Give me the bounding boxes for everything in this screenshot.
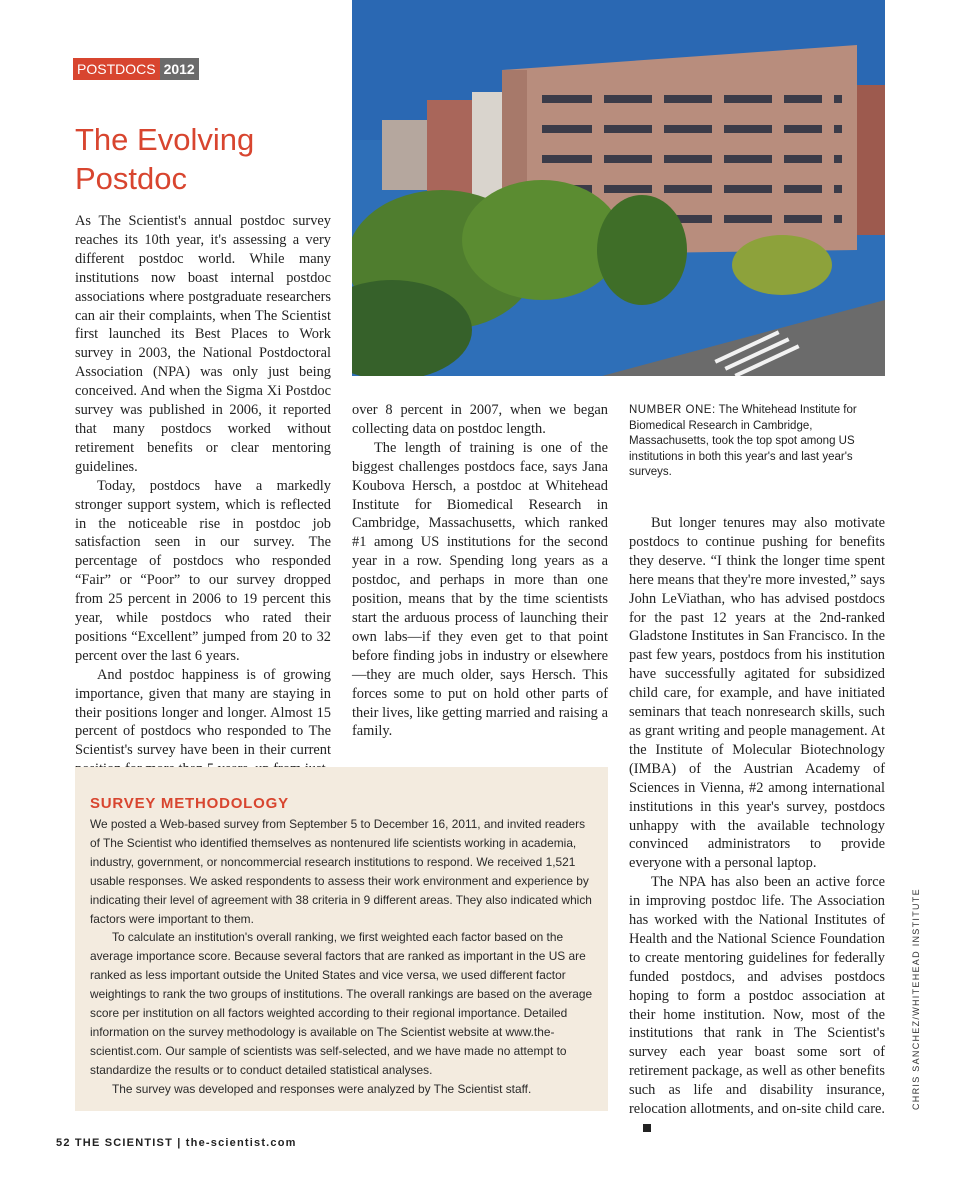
photo-caption <box>629 403 859 481</box>
methodology-body <box>90 815 595 1099</box>
methodology-title: SURVEY METHODOLOGY <box>90 795 289 812</box>
end-of-article-mark <box>643 1124 651 1132</box>
paragraph: But longer tenures may also motivate postdocs to continue pushing for benefits they deserve. “I think the longer time spent here means that they're more invested,” says John LeViathan, who has advised postdocs for the past 12 years at the 2nd-ranked Gladstone Institutes in San Francisco. In the past few years, postdocs from his institution have successfully agitated for subsidized child care, for example, and have initiated seminars that teach nonresearch skills, such as grant writing and people management. At the Institute of Molecular Biotechnology (IMBA) of the Austrian Academy of Sciences in Vienna, #2 among international institutions in this year's survey, postdocs unhappy with the available technology convinced administrators to provide everyone with a personal laptop. <box>629 515 885 872</box>
caption-text: The Whitehead Institute for Biomedical Research in Cambridge, Massachusetts, took the top spot among US institutions in both this year's and last year's surveys. <box>629 404 857 478</box>
section-tag <box>73 58 199 80</box>
survey-methodology-box <box>75 767 608 1111</box>
article-column-2 <box>352 401 608 741</box>
article-column-3 <box>629 514 885 1138</box>
caption-lead: NUMBER ONE: <box>629 404 716 416</box>
section-tag-year: 2012 <box>160 58 199 80</box>
page-footer: 52 THE SCIENTIST | the-scientist.com <box>56 1137 297 1149</box>
paragraph: To calculate an institution's overall ranking, we first weighted each factor based on the average importance score. Because several factors that are ranked as important in the US are ranked as less important outside the United States and vice versa, we used different factor weightings to rank the two groups of institutions. The overall rankings are based on the average score per institution on all factors weighted according to their regional importance. Detailed information on the survey methodology is available on The Scientist website at www.the-scientist.com. Our sample of scientists was self-selected, and we have made no attempt to standardize the results or to conduct detailed statistical analyses. <box>90 930 593 1077</box>
paragraph <box>629 873 885 1138</box>
paragraph-text: The NPA has also been an active force in improving postdoc life. The Association has worked with the National Institutes of Health and the National Science Foundation to create mentoring guidelines for federally funded postdocs, and advises postdocs hoping to form a postdoc association at their home institution. Now, most of the institutions that rank in The Scientist's survey each year boast some sort of retirement package, as well as other benefits such as life and disability insurance, relocation allotments, and on-site child care. <box>629 874 885 1118</box>
paragraph: Today, postdocs have a markedly stronger support system, which is reflected in the noticeable rise in postdoc job satisfaction seen in our survey. The percentage of postdocs who responded “Fair” or “Poor” to our survey dropped from 25 percent in 2006 to 19 percent this year, while postdocs who rated their positions “Excellent” jumped from 20 to 32 percent over the last 6 years. <box>75 477 331 664</box>
article-title: The Evolving Postdoc <box>75 122 255 196</box>
paragraph: over 8 percent in 2007, when we began collecting data on postdoc length. <box>352 402 608 437</box>
photo-credit: CHRIS SANCHEZ/WHITEHEAD INSTITUTE <box>911 888 921 1110</box>
whitehead-institute-photo <box>352 0 885 376</box>
paragraph: We posted a Web-based survey from September 5 to December 16, 2011, and invited readers of The Scientist who identified themselves as nontenured life scientists working in academia, industry, government, or noncommercial research institutions to respond. We received 1,521 usable responses. We asked respondents to assess their work environment and experience by indicating their level of agreement with 38 criteria in 9 different areas. They also indicated which factors were important to them. <box>90 817 592 926</box>
paragraph: As The Scientist's annual postdoc survey reaches its 10th year, it's assessing a very different postdoc world. While many institutions now boast internal postdoc associations where postgraduate researchers can air their complaints, when The Scientist first launched its Best Places to Work survey in 2003, the National Postdoctoral Association (NPA) was only just being conceived. And when the Sigma Xi Postdoc survey was published in 2006, it reported that many postdocs worked without retirement benefits or clear mentoring guidelines. <box>75 213 331 475</box>
article-column-1 <box>75 212 331 779</box>
building-illustration <box>352 0 885 376</box>
paragraph: The length of training is one of the biggest challenges postdocs face, says Jana Koubova Hersch, a postdoc at Whitehead Institute for Biomedical Research in Cambridge, Massachusetts, which ranked #1 among US institutions for the second year in a row. Spending long years as a postdoc, and perhaps in more than one position, means that by the time scientists start the arduous process of launching their own labs—if they even get to that point before finding jobs in industry or elsewhere—they are much older, says Hersch. This forces some to put on hold other parts of their lives, like getting married and raising a family. <box>352 439 608 740</box>
paragraph: And postdoc happiness is of growing importance, given that many are staying in their positions longer and longer. Almost 15 percent of postdocs who responded to The Scientist's survey have been in their current <box>75 666 331 759</box>
paragraph: The survey was developed and responses were analyzed by The Scientist staff. <box>112 1081 532 1096</box>
section-tag-label: POSTDOCS <box>73 58 160 80</box>
